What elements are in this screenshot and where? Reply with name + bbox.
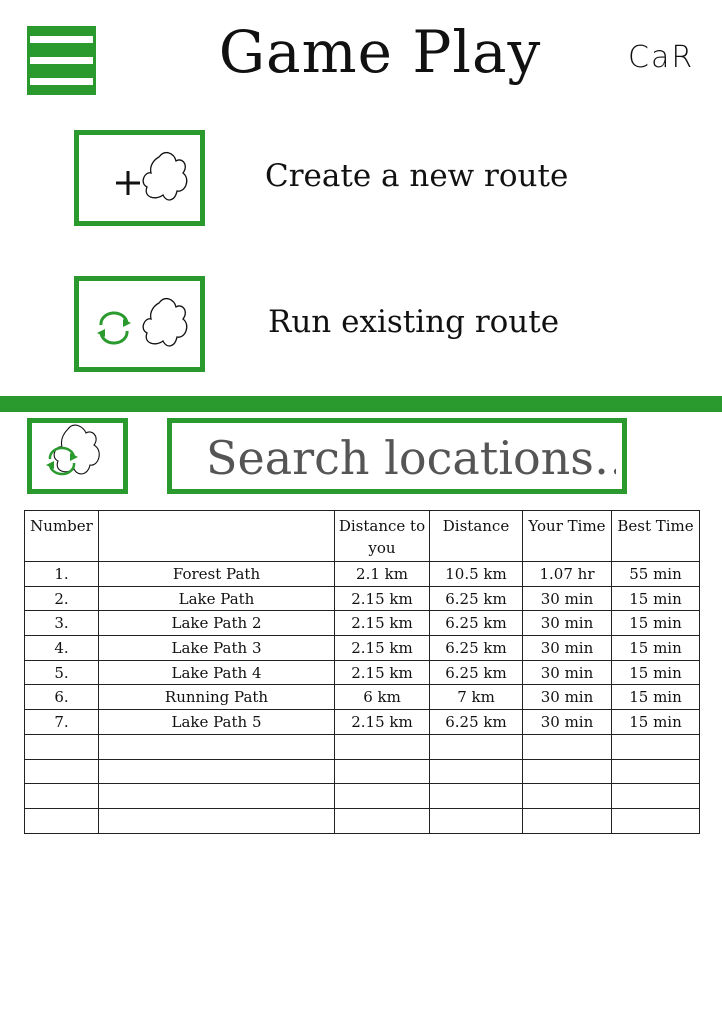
table-header-row [25, 511, 700, 562]
cell-distance-to-you [335, 808, 430, 833]
table-row[interactable] [25, 784, 700, 809]
cell-your-time [523, 784, 612, 809]
cell-route-name: Lake Path [99, 586, 335, 611]
run-route-icon [79, 281, 200, 367]
table-row[interactable] [25, 734, 700, 759]
cell-route-name: Lake Path 4 [99, 660, 335, 685]
search-input[interactable] [206, 429, 616, 487]
cell-your-time: 30 min [523, 611, 612, 636]
table-row[interactable] [25, 808, 700, 833]
cell-distance: 6.25 km [430, 586, 523, 611]
cell-distance-to-you: 2.15 km [335, 660, 430, 685]
table-row[interactable] [25, 759, 700, 784]
cell-distance-to-you: 2.15 km [335, 611, 430, 636]
cell-your-time [523, 759, 612, 784]
table-row[interactable] [25, 660, 700, 685]
cell-distance: 6.25 km [430, 710, 523, 735]
cell-your-time [523, 734, 612, 759]
cell-distance-to-you [335, 734, 430, 759]
cell-distance: 6.25 km [430, 636, 523, 661]
cell-route-name: Forest Path [99, 562, 335, 587]
cell-route-name [99, 808, 335, 833]
cell-distance-to-you: 2.1 km [335, 562, 430, 587]
table-row[interactable] [25, 562, 700, 587]
cell-number: 7. [25, 710, 99, 735]
column-header-your-time: Your Time [523, 511, 612, 562]
cell-best-time: 55 min [612, 562, 700, 587]
cell-distance: 6.25 km [430, 660, 523, 685]
cell-number [25, 808, 99, 833]
run-route-button[interactable] [74, 276, 205, 372]
cell-best-time: 15 min [612, 685, 700, 710]
run-route-label[interactable]: Run existing route [268, 304, 560, 340]
cell-number: 5. [25, 660, 99, 685]
cell-your-time: 30 min [523, 636, 612, 661]
cell-best-time: 15 min [612, 611, 700, 636]
cell-distance-to-you [335, 784, 430, 809]
cell-best-time: 15 min [612, 636, 700, 661]
column-header-best-time: Best Time [612, 511, 700, 562]
add-route-icon [79, 135, 200, 221]
table-row[interactable] [25, 710, 700, 735]
table-row[interactable] [25, 611, 700, 636]
cell-best-time: 15 min [612, 586, 700, 611]
cell-your-time: 30 min [523, 710, 612, 735]
cell-your-time: 1.07 hr [523, 562, 612, 587]
cell-distance-to-you: 2.15 km [335, 586, 430, 611]
cell-your-time [523, 808, 612, 833]
cell-best-time [612, 784, 700, 809]
create-route-button[interactable] [74, 130, 205, 226]
cell-route-name: Lake Path 2 [99, 611, 335, 636]
cell-distance-to-you: 2.15 km [335, 710, 430, 735]
cell-distance: 6.25 km [430, 611, 523, 636]
column-header-distance: Distance [430, 511, 523, 562]
page-title: Game Play [218, 18, 542, 86]
cell-number: 4. [25, 636, 99, 661]
cell-your-time: 30 min [523, 586, 612, 611]
column-header-number: Number [25, 511, 99, 562]
cell-distance: 7 km [430, 685, 523, 710]
app-logo: CaR [628, 40, 695, 75]
cell-number: 3. [25, 611, 99, 636]
cell-route-name: Running Path [99, 685, 335, 710]
create-route-label[interactable]: Create a new route [265, 158, 569, 194]
cell-best-time: 15 min [612, 660, 700, 685]
table-row[interactable] [25, 586, 700, 611]
search-filter-button[interactable] [27, 418, 128, 494]
cell-number: 6. [25, 685, 99, 710]
section-divider [0, 396, 722, 412]
cell-distance-to-you: 6 km [335, 685, 430, 710]
cell-best-time [612, 734, 700, 759]
cell-route-name [99, 759, 335, 784]
cell-route-name: Lake Path 3 [99, 636, 335, 661]
table-row[interactable] [25, 636, 700, 661]
cell-distance-to-you [335, 759, 430, 784]
column-header-distance-to-you: Distance to you [335, 511, 430, 562]
cell-distance-to-you: 2.15 km [335, 636, 430, 661]
cell-distance [430, 759, 523, 784]
cell-route-name [99, 734, 335, 759]
cell-number [25, 759, 99, 784]
cell-route-name: Lake Path 5 [99, 710, 335, 735]
cell-distance: 10.5 km [430, 562, 523, 587]
refresh-route-icon [32, 423, 123, 489]
cell-distance [430, 808, 523, 833]
cell-route-name [99, 784, 335, 809]
cell-number: 1. [25, 562, 99, 587]
table-row[interactable] [25, 685, 700, 710]
cell-number [25, 734, 99, 759]
cell-your-time: 30 min [523, 660, 612, 685]
cell-best-time [612, 759, 700, 784]
column-header-name [99, 511, 335, 562]
cell-number: 2. [25, 586, 99, 611]
cell-distance [430, 784, 523, 809]
cell-distance [430, 734, 523, 759]
cell-number [25, 784, 99, 809]
cell-best-time: 15 min [612, 710, 700, 735]
cell-your-time: 30 min [523, 685, 612, 710]
search-box[interactable] [167, 418, 627, 494]
routes-table [24, 510, 700, 834]
cell-best-time [612, 808, 700, 833]
